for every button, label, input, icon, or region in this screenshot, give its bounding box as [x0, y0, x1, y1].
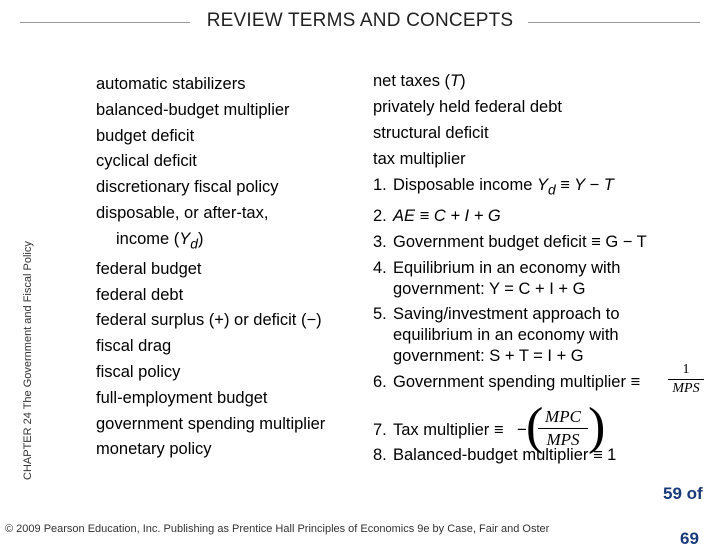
term: monetary policy — [96, 440, 212, 459]
page-title: REVIEW TERMS AND CONCEPTS — [206, 10, 514, 31]
equation-8: 8. Balanced-budget multiplier ≡ 1 — [373, 446, 617, 464]
tax-multiplier-sign: − — [517, 420, 527, 439]
term: full-employment budget — [96, 388, 268, 407]
equation-7: 7. Tax multiplier ≡ — [373, 421, 504, 439]
term: cyclical deficit — [96, 152, 197, 171]
term-net-taxes: net taxes (T) — [373, 72, 466, 90]
equation-1: 1. Disposable income $Y_d \equiv Y - T$ — [373, 176, 614, 198]
term: government spending multiplier — [96, 414, 326, 433]
equation-4-cont: government: Y = C + I + G — [393, 280, 586, 299]
copyright-footer: © 2009 Pearson Education, Inc. Publishing as Prentice Hall Principles of Economics 9e by Case, Fair and Oster — [5, 523, 550, 535]
term-income: income $(Y_d)$ — [116, 229, 204, 252]
term: tax multiplier — [373, 150, 466, 168]
term: federal budget — [96, 259, 202, 278]
term: federal debt — [96, 285, 184, 304]
paren-right: ) — [588, 398, 606, 455]
term: federal surplus (+) or deficit (−) — [96, 311, 322, 330]
equation-5-cont: equilibrium in an economy with — [393, 326, 619, 345]
term: disposable, or after-tax, — [96, 203, 269, 222]
equation-5: 5. Saving/investment approach to — [373, 305, 620, 324]
term: fiscal drag — [96, 337, 172, 356]
equation-2: 2. AE ≡ C + I + G — [373, 207, 501, 226]
spending-multiplier-fraction: 1 MPS — [668, 362, 704, 397]
terms-left-column — [96, 72, 356, 463]
header — [0, 10, 720, 34]
term: balanced-budget multiplier — [96, 100, 290, 119]
term: privately held federal debt — [373, 98, 562, 116]
title-rule-right — [528, 22, 700, 23]
term: structural deficit — [373, 124, 489, 142]
tax-multiplier-fraction: MPC MPS — [538, 406, 588, 451]
paren-left: ( — [526, 398, 544, 455]
term: discretionary fiscal policy — [96, 178, 279, 197]
equation-5-cont: government: S + T = I + G — [393, 347, 584, 366]
equation-6: 6. Government spending multiplier ≡ — [373, 373, 641, 392]
equation-4: 4. Equilibrium in an economy with — [373, 259, 621, 278]
chapter-label: CHAPTER 24 The Government and Fiscal Policy — [22, 241, 34, 480]
page-number: 59 of — [663, 484, 703, 503]
term: fiscal policy — [96, 363, 181, 382]
equation-3: 3. Government budget deficit ≡ G − T — [373, 233, 647, 252]
terms-right-column — [373, 68, 713, 395]
term: budget deficit — [96, 126, 195, 145]
term: automatic stabilizers — [96, 75, 246, 93]
page-total: 69 — [680, 529, 699, 548]
